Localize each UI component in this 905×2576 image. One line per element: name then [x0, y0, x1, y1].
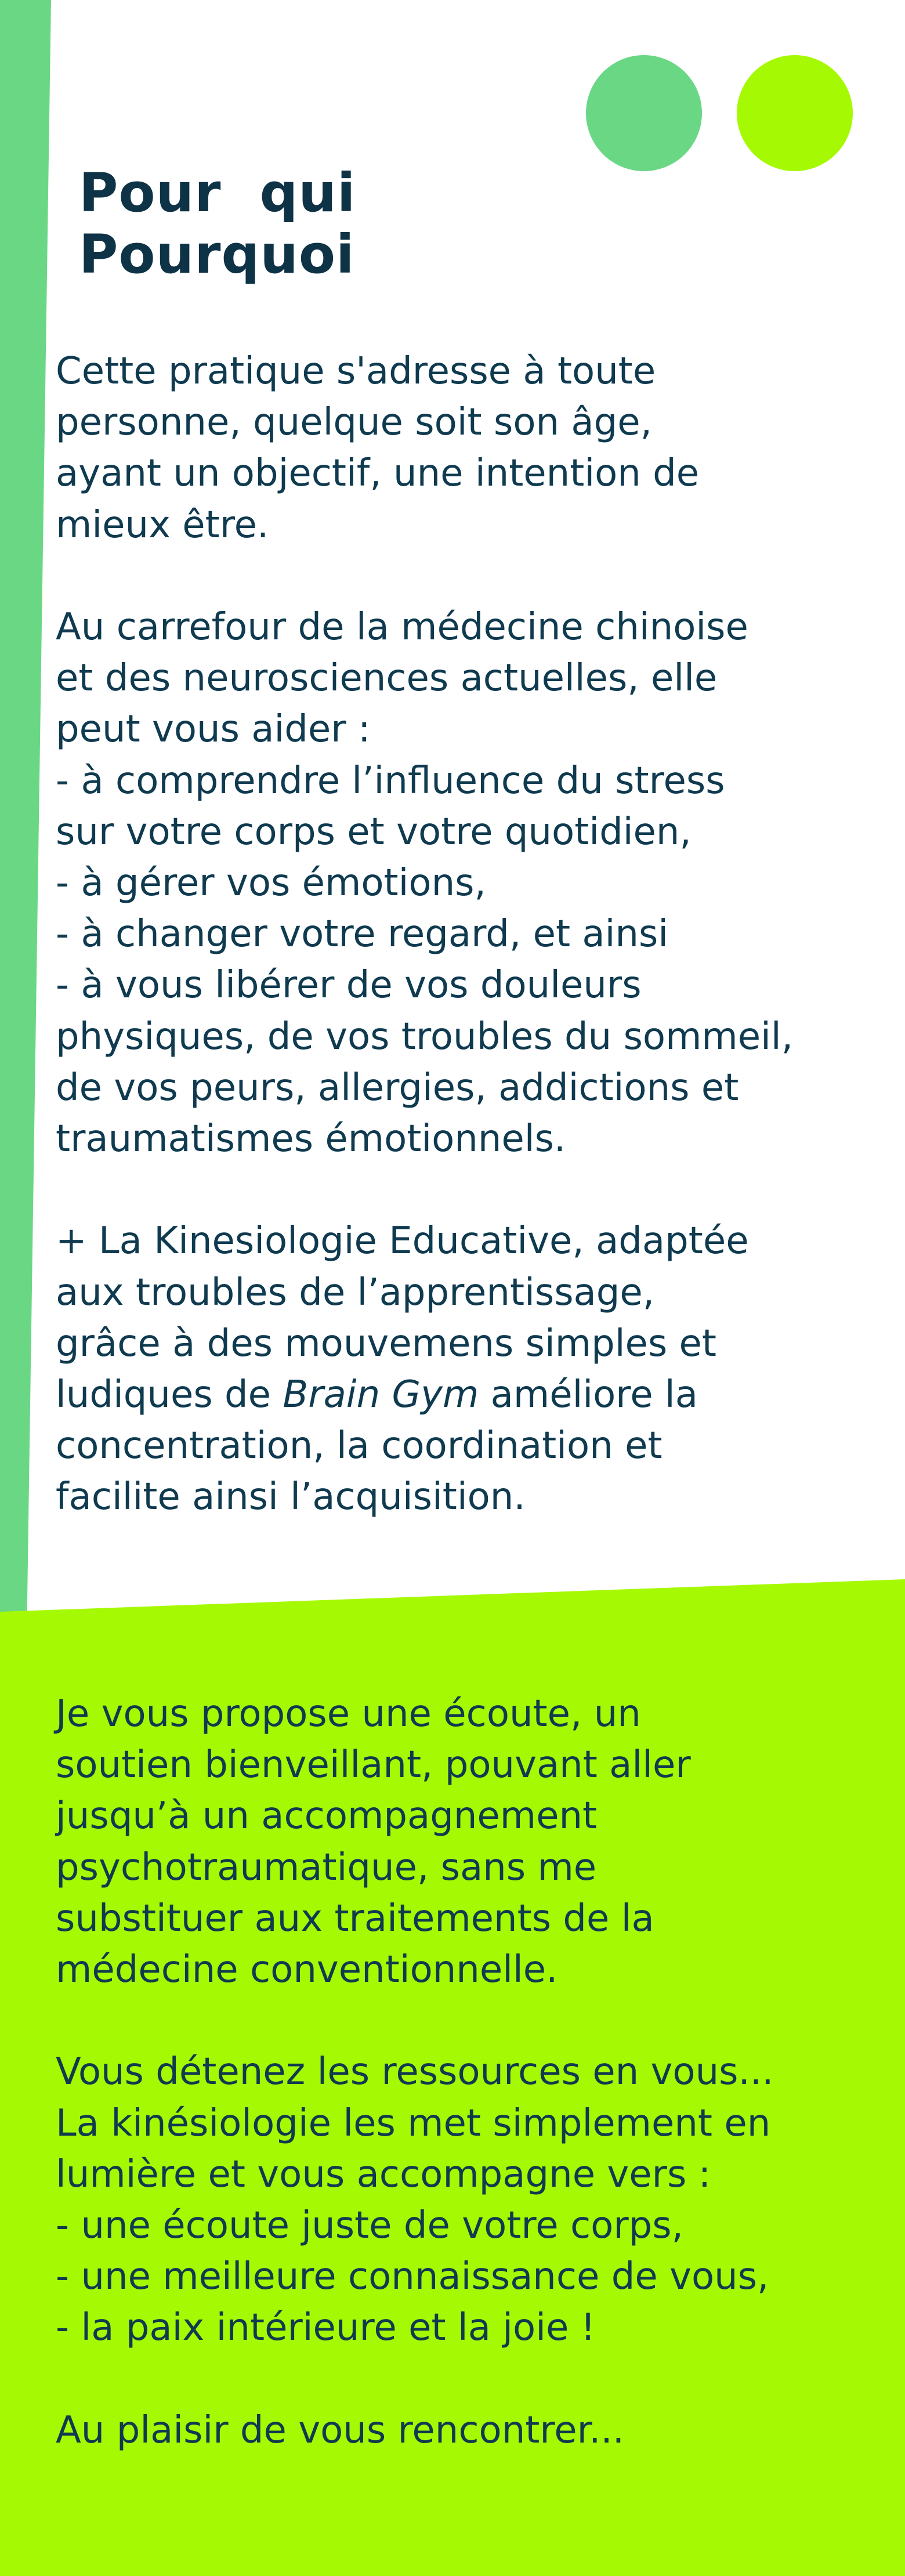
- text-line: grâce à des mouvemens simples et: [56, 1322, 716, 1365]
- text-line: - une écoute juste de votre corps,: [56, 2204, 683, 2248]
- text-line: - à gérer vos émotions,: [56, 862, 486, 905]
- text-fragment: améliore la: [479, 1373, 698, 1417]
- text-line: psychotraumatique, sans me: [56, 1846, 597, 1889]
- text-line: concentration, la coordination et: [56, 1424, 663, 1468]
- title-line-2: Pourquoi: [79, 223, 355, 285]
- text-line: - à vous libérer de vos douleurs: [56, 964, 642, 1007]
- blank-line: [56, 551, 885, 602]
- blank-line: [56, 2354, 885, 2405]
- text-line: Vous détenez les ressources en vous...: [56, 2050, 774, 2094]
- blank-line: [56, 1164, 885, 1215]
- text-line: jusqu’à un accompagnement: [56, 1794, 598, 1838]
- offer-section: [56, 1688, 885, 2456]
- text-line: Je vous propose une écoute, un: [56, 1692, 641, 1735]
- intro-section: [56, 346, 885, 1523]
- title-line-1: Pour qui: [79, 162, 356, 224]
- text-line: + La Kinesiologie Educative, adaptée: [56, 1220, 749, 1263]
- text-line: La kinésiologie les met simplement en: [56, 2101, 771, 2145]
- text-line: substituer aux traitements de la: [56, 1897, 654, 1940]
- page-title: [79, 162, 601, 285]
- text-line: lumière et vous accompagne vers :: [56, 2152, 711, 2196]
- text-line: - une meilleure connaissance de vous,: [56, 2255, 769, 2299]
- text-fragment: ludiques de: [56, 1373, 283, 1417]
- text-line: ayant un objectif, une intention de: [56, 452, 700, 495]
- text-line: - à changer votre regard, et ainsi: [56, 913, 669, 956]
- text-line: de vos peurs, allergies, addictions et: [56, 1066, 739, 1109]
- closing-line: Au plaisir de vous rencontrer...: [56, 2408, 625, 2452]
- text-line: - la paix intérieure et la joie !: [56, 2306, 596, 2350]
- text-line: facilite ainsi l’acquisition.: [56, 1475, 526, 1519]
- brain-gym-brand: Brain Gym: [283, 1373, 479, 1417]
- text-line-brain-gym: [56, 1369, 885, 1420]
- text-line: Au carrefour de la médecine chinoise: [56, 606, 748, 649]
- lime-circle-decoration: [737, 55, 853, 171]
- text-line: mieux être.: [56, 503, 269, 547]
- blank-line: [56, 1995, 885, 2046]
- text-line: - à comprendre l’influence du stress: [56, 759, 725, 802]
- text-line: personne, quelque soit son âge,: [56, 401, 652, 444]
- green-circle-decoration: [586, 55, 702, 171]
- text-line: et des neurosciences actuelles, elle: [56, 657, 718, 700]
- text-line: Cette pratique s'adresse à toute: [56, 350, 656, 393]
- text-line: sur votre corps et votre quotidien,: [56, 810, 692, 853]
- text-line: médecine conventionnelle.: [56, 1948, 558, 1992]
- text-line: physiques, de vos troubles du sommeil,: [56, 1015, 794, 1058]
- text-line: soutien bienveillant, pouvant aller: [56, 1743, 691, 1787]
- text-line: aux troubles de l’apprentissage,: [56, 1271, 655, 1314]
- text-line: traumatismes émotionnels.: [56, 1117, 566, 1161]
- text-line: peut vous aider :: [56, 708, 371, 751]
